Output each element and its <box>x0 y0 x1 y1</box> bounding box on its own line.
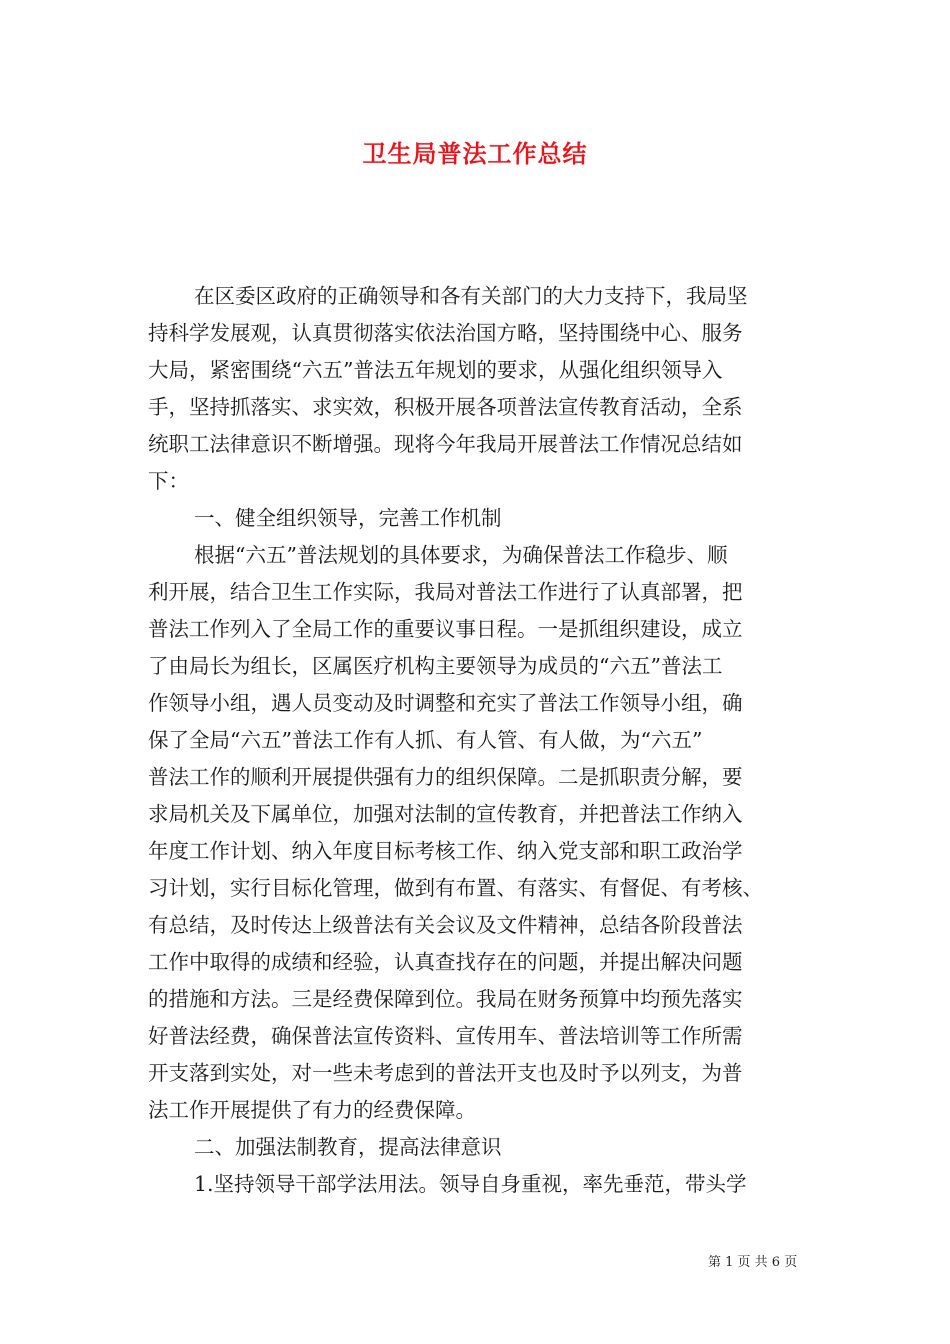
text-line: 开支落到实处，对一些未考虑到的普法开支也及时予以列支，为普 <box>148 1061 743 1085</box>
text-line: 二、加强法制教育，提高法律意识 <box>194 1135 502 1159</box>
text-line: 保了全局“六五”普法工作有人抓、有人管、有人做，为“六五” <box>148 728 703 752</box>
text-line: 根据“六五”普法规划的具体要求，为确保普法工作稳步、顺 <box>194 543 728 567</box>
text-line: 的措施和方法。三是经费保障到位。我局在财务预算中均预先落实 <box>148 987 743 1011</box>
text-line: 工作中取得的成绩和经验，认真查找存在的问题，并提出解决问题 <box>148 950 743 974</box>
text-line: 统职工法律意识不断增强。现将今年我局开展普法工作情况总结如 <box>148 432 743 456</box>
text-line: 手，坚持抓落实、求实效，积极开展各项普法宣传教育活动，全系 <box>148 395 743 419</box>
text-line: 法工作开展提供了有力的经费保障。 <box>148 1098 476 1122</box>
text-line: 在区委区政府的正确领导和各有关部门的大力支持下，我局坚 <box>194 284 748 308</box>
text-line: 好普法经费，确保普法宣传资料、宣传用车、普法培训等工作所需 <box>148 1024 743 1048</box>
text-line: 持科学发展观，认真贯彻落实依法治国方略，坚持围绕中心、服务 <box>148 321 743 345</box>
text-line: 一、健全组织领导，完善工作机制 <box>194 506 502 530</box>
text-line: 求局机关及下属单位，加强对法制的宣传教育，并把普法工作纳入 <box>148 802 743 826</box>
text-line: 利开展，结合卫生工作实际，我局对普法工作进行了认真部署，把 <box>148 580 743 604</box>
text-line: 有总结，及时传达上级普法有关会议及文件精神，总结各阶段普法 <box>148 913 743 937</box>
text-line: 习计划，实行目标化管理，做到有布置、有落实、有督促、有考核、 <box>148 876 763 900</box>
document-title: 卫生局普法工作总结 <box>362 139 588 168</box>
document-body <box>148 278 808 1203</box>
text-line: 普法工作的顺利开展提供强有力的组织保障。二是抓职责分解，要 <box>148 765 743 789</box>
text-line: 普法工作列入了全局工作的重要议事日程。一是抓组织建设，成立 <box>148 617 743 641</box>
text-line: 下： <box>148 469 189 493</box>
text-line: 大局，紧密围绕“六五”普法五年规划的要求，从强化组织领导入 <box>148 358 723 382</box>
text-line: 年度工作计划、纳入年度目标考核工作、纳入党支部和职工政治学 <box>148 839 743 863</box>
page-footer: 第 1 页 共 6 页 <box>708 1255 798 1270</box>
text-line: 1.坚持领导干部学法用法。领导自身重视，率先垂范，带头学 <box>194 1172 747 1196</box>
text-line: 作领导小组，遇人员变动及时调整和充实了普法工作领导小组，确 <box>148 691 743 715</box>
text-line: 了由局长为组长，区属医疗机构主要领导为成员的“六五”普法工 <box>148 654 723 678</box>
